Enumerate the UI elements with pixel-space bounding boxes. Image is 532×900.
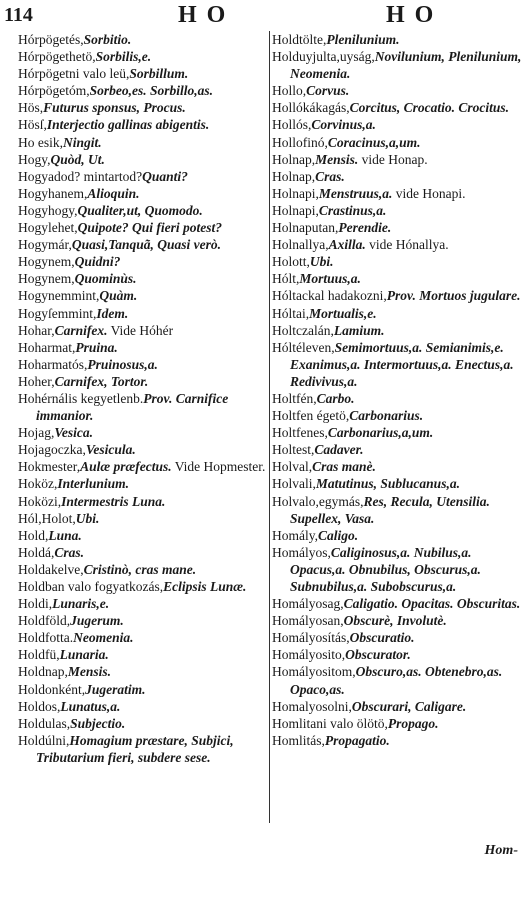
entry-latin: Res, Recula, Utensilia. Supellex, Vasa.	[290, 493, 490, 526]
entry-headword: Holdos,	[18, 698, 61, 714]
entry-headword: Holvalo,egymás,	[272, 493, 364, 509]
entry-headword: Hösſ,	[18, 117, 47, 133]
entry-headword: Homályosan,	[272, 613, 344, 629]
dictionary-entry	[18, 681, 268, 698]
entry-latin: Caligo.	[318, 527, 359, 543]
entry-headword: Holval,	[272, 459, 313, 475]
entry-headword: Hogylehet,	[18, 220, 78, 236]
dictionary-entry	[272, 544, 528, 595]
entry-headword: Hóltéleven,	[272, 339, 335, 355]
dictionary-entry	[272, 441, 528, 458]
dictionary-entry	[18, 253, 268, 270]
dictionary-entry	[18, 424, 268, 441]
entry-headword: Hogy,	[18, 151, 51, 167]
dictionary-entry	[272, 82, 528, 99]
entry-latin: Lunatus,a.	[60, 698, 121, 714]
entry-headword: Hórpögetni valo leü,	[18, 66, 130, 82]
entry-latin: Futurus sponsus, Procus.	[43, 100, 186, 116]
dictionary-entry	[272, 424, 528, 441]
entry-headword: Hollós,	[272, 117, 312, 133]
dictionary-entry	[18, 629, 268, 646]
entry-latin: Vesica.	[54, 425, 93, 441]
entry-headword: Hogyhanem,	[18, 185, 88, 201]
dictionary-entry	[18, 202, 268, 219]
entry-latin: Mensis.	[315, 151, 359, 167]
entry-latin: Quàm.	[99, 288, 138, 304]
entry-headword: Hogyhogy,	[18, 202, 78, 218]
entry-latin: Semimortuus,a. Semianimis,e. Exanimus,a. Intermortuus,a. Enectus,a. Redivivus,a.	[290, 339, 514, 389]
entry-cross-reference: Vide Hopmester.	[171, 459, 266, 475]
entry-headword: Hojag,	[18, 425, 55, 441]
dictionary-entry	[272, 612, 528, 629]
dictionary-entry	[18, 168, 268, 185]
entry-headword: Holdá,	[18, 544, 55, 560]
entry-latin: Sorbeo,es. Sorbillo,as.	[89, 83, 214, 99]
dictionary-entry	[272, 458, 528, 475]
entry-latin: Lunaris,e.	[52, 596, 110, 612]
dictionary-entry	[18, 82, 268, 99]
entry-latin: Cras manè.	[312, 459, 376, 475]
entry-latin: Vesicula.	[85, 442, 136, 458]
entry-latin: Ubi.	[309, 254, 334, 270]
entry-headword: Holdban valo fogyatkozás,	[18, 579, 164, 594]
entry-latin: Carbo.	[316, 390, 355, 406]
entry-latin: Corvus.	[306, 83, 350, 99]
dictionary-entry	[18, 48, 268, 65]
entry-latin: Interlunium.	[57, 476, 130, 492]
dictionary-entry	[18, 373, 268, 390]
entry-headword: Holdnap,	[18, 664, 68, 680]
entry-headword: Holdfotta.	[18, 630, 74, 646]
entry-latin: Quanti?	[142, 168, 188, 184]
entry-headword: Holvali,	[272, 476, 316, 492]
entry-headword: Hól,Holot,	[18, 510, 76, 526]
entry-latin: Aulæ præfectus.	[80, 459, 172, 475]
entry-latin: Jugerum.	[70, 613, 124, 629]
entry-latin: Carbonarius.	[349, 408, 424, 424]
entry-headword: Holnaputan,	[272, 220, 339, 236]
dictionary-entry	[272, 185, 528, 202]
dictionary-entry	[18, 305, 268, 322]
entry-latin: Interjectio gallinas abigentis.	[46, 117, 210, 133]
entry-latin: Obscurari, Caligare.	[351, 698, 467, 714]
entry-headword: Hollókákagás,	[272, 100, 350, 116]
entry-latin: Mortualis,e.	[309, 305, 377, 321]
entry-cross-reference: Vide Hóhér	[107, 322, 174, 338]
entry-headword: Holdtölte,	[272, 32, 327, 47]
entry-headword: Ho esik,	[18, 134, 63, 150]
dictionary-entry	[18, 287, 268, 304]
entry-latin: Prov. Mortuos jugulare.	[386, 288, 521, 304]
dictionary-entry	[272, 270, 528, 287]
entry-headword: Holtest,	[272, 442, 315, 458]
entry-latin: Intermestris Luna.	[61, 493, 166, 509]
dictionary-entry	[18, 493, 268, 510]
entry-latin: Ningit.	[63, 134, 102, 150]
entry-headword: Hoközi,	[18, 493, 62, 509]
dictionary-entry	[272, 646, 528, 663]
dictionary-entry	[272, 253, 528, 270]
left-column	[18, 31, 268, 766]
right-column	[272, 31, 528, 749]
entry-cross-reference: vide Hónallya.	[365, 237, 449, 253]
entry-headword: Holdfü,	[18, 647, 60, 663]
entry-headword: Holdúlni,	[18, 732, 70, 748]
entry-latin: Subjectio.	[70, 715, 126, 731]
dictionary-entry	[272, 527, 528, 544]
dictionary-entry	[272, 219, 528, 236]
dictionary-entry	[272, 151, 528, 168]
entry-latin: Cristinò, cras mane.	[83, 561, 197, 577]
entry-latin: Alioquin.	[87, 185, 140, 201]
entry-latin: Quidni?	[74, 254, 121, 270]
entry-latin: Sorbitio.	[83, 32, 132, 47]
dictionary-entry	[18, 612, 268, 629]
entry-headword: Hoköz,	[18, 476, 58, 492]
entry-latin: Quipote? Qui fieri potest?	[77, 220, 222, 236]
entry-latin: Carnifex, Tortor.	[54, 373, 149, 389]
entry-latin: Crastinus,a.	[318, 202, 387, 218]
entry-headword: Hogyſemmint,	[18, 305, 97, 321]
running-head-right: H O	[386, 2, 436, 28]
entry-headword: Homályos,	[272, 544, 331, 560]
entry-latin: Eclipsis Lunæ.	[163, 579, 247, 594]
entry-latin: Coracinus,a,um.	[327, 134, 421, 150]
dictionary-entry	[272, 48, 528, 82]
dictionary-entry	[18, 595, 268, 612]
dictionary-entry	[272, 287, 528, 304]
dictionary-entry	[18, 390, 268, 424]
dictionary-entry	[18, 561, 268, 578]
dictionary-entry	[272, 99, 528, 116]
dictionary-entry	[272, 339, 528, 390]
entry-headword: Holdföld,	[18, 613, 71, 629]
entry-headword: Holtczalán,	[272, 322, 334, 338]
dictionary-entry	[18, 116, 268, 133]
dictionary-entry	[272, 322, 528, 339]
entry-latin: Propago.	[387, 715, 439, 731]
entry-headword: Holtfenes,	[272, 425, 328, 441]
dictionary-entry	[272, 663, 528, 697]
dictionary-entry	[18, 578, 268, 595]
entry-latin: Pruinosus,a.	[87, 356, 158, 372]
entry-headword: Hóltackal hadakozni,	[272, 288, 387, 304]
entry-headword: Holdulas,	[18, 715, 71, 731]
dictionary-entry	[272, 305, 528, 322]
entry-headword: Holnallya,	[272, 237, 329, 253]
dictionary-entry	[18, 339, 268, 356]
entry-latin: Obscuratio.	[349, 630, 415, 646]
entry-headword: Hórpögetóm,	[18, 83, 90, 99]
entry-latin: Quòd, Ut.	[50, 151, 105, 167]
dictionary-entry	[18, 99, 268, 116]
entry-latin: Cras.	[54, 544, 85, 560]
entry-latin: Caliginosus,a. Nubilus,a. Opacus,a. Obnubilus, Obscurus,a. Subnubilus,a. Subobscurus,a.	[290, 544, 481, 594]
entry-latin: Carbonarius,a,um.	[327, 425, 434, 441]
entry-headword: Holdonként,	[18, 681, 86, 697]
entry-latin: Cras.	[315, 168, 345, 184]
dictionary-entry	[18, 441, 268, 458]
entry-headword: Holott,	[272, 254, 310, 270]
dictionary-entry	[272, 407, 528, 424]
entry-latin: Perendie.	[338, 220, 392, 236]
entry-headword: Hogymár,	[18, 237, 72, 253]
entry-headword: Homlitani valo ölötö,	[272, 715, 388, 731]
entry-latin: Neomenia.	[73, 630, 134, 646]
dictionary-entry	[272, 134, 528, 151]
entry-headword: Hogynem,	[18, 271, 75, 287]
entry-headword: Hollofinó,	[272, 134, 328, 150]
entry-latin: Caligatio. Opacitas. Obscuritas.	[343, 596, 521, 612]
dictionary-entry	[18, 236, 268, 253]
entry-headword: Homlitás,	[272, 732, 325, 748]
entry-headword: Homályosítás,	[272, 630, 350, 646]
dictionary-entry	[18, 646, 268, 663]
entry-latin: Obscurè, Involutè.	[343, 613, 447, 629]
entry-headword: Holdakelve,	[18, 561, 84, 577]
dictionary-entry	[18, 663, 268, 680]
column-divider	[269, 31, 270, 823]
entry-headword: Hoharmat,	[18, 339, 76, 355]
entry-latin: Homagium præstare, Subjici, Tributarium fieri, subdere sese.	[36, 732, 234, 765]
entry-headword: Homályosag,	[272, 596, 344, 612]
entry-headword: Hohérnális kegyetlenb.	[18, 390, 144, 406]
dictionary-entry	[18, 31, 268, 48]
dictionary-entry	[272, 732, 528, 749]
entry-latin: Obscuro,as. Obtenebro,as. Opaco,as.	[290, 664, 503, 697]
entry-headword: Homályosito,	[272, 647, 346, 663]
entry-latin: Menstruus,a.	[318, 185, 393, 201]
entry-cross-reference: vide Honap.	[358, 151, 428, 167]
entry-cross-reference: vide Honapi.	[392, 185, 466, 201]
dictionary-entry	[18, 510, 268, 527]
dictionary-entry	[18, 732, 268, 766]
dictionary-entry	[18, 151, 268, 168]
entry-latin: Carnifex.	[54, 322, 108, 338]
dictionary-entry	[18, 270, 268, 287]
entry-latin: Corcitus, Crocatio. Crocitus.	[349, 100, 510, 116]
dictionary-entry	[272, 31, 528, 48]
dictionary-entry	[18, 715, 268, 732]
entry-latin: Prov. Carnifice immanior.	[36, 390, 229, 424]
entry-latin: Sorbillum.	[129, 66, 189, 82]
dictionary-entry	[18, 698, 268, 715]
dictionary-entry	[18, 458, 268, 475]
entry-latin: Lamium.	[333, 322, 385, 338]
entry-headword: Hollo,	[272, 83, 307, 99]
catchword: Hom-	[484, 843, 518, 858]
entry-headword: Holtfén,	[272, 390, 317, 406]
entry-headword: Holtfen égetö,	[272, 408, 350, 424]
entry-latin: Qualiter,ut, Quomodo.	[77, 202, 203, 218]
entry-headword: Holnapi,	[272, 185, 319, 201]
dictionary-entry	[18, 134, 268, 151]
entry-latin: Matutinus, Sublucanus,a.	[315, 476, 460, 492]
dictionary-entry	[272, 698, 528, 715]
entry-latin: Plenilunium.	[326, 32, 400, 47]
entry-headword: Hojagoczka,	[18, 442, 86, 458]
entry-latin: Quasi,Tanquã, Quasi verò.	[71, 237, 221, 253]
entry-headword: Hokmester,	[18, 459, 81, 475]
dictionary-entry	[272, 168, 528, 185]
entry-headword: Hogynem,	[18, 254, 75, 270]
entry-headword: Holnap,	[272, 168, 316, 184]
entry-latin: Mensis.	[67, 664, 112, 680]
entry-headword: Hoharmatós,	[18, 356, 88, 372]
entry-headword: Hórpögethetö,	[18, 49, 96, 65]
entry-latin: Luna.	[48, 527, 82, 543]
dictionary-entry	[272, 493, 528, 527]
dictionary-entry	[18, 527, 268, 544]
entry-latin: Axilla.	[328, 237, 366, 253]
entry-headword: Hold,	[18, 527, 49, 543]
entry-headword: Holnapi,	[272, 202, 319, 218]
entry-headword: Holnap,	[272, 151, 316, 167]
entry-latin: Obscurator.	[345, 647, 411, 663]
entry-headword: Hogyadod? mintartod?	[18, 168, 143, 184]
entry-headword: Hös,	[18, 100, 44, 116]
entry-latin: Pruina.	[75, 339, 118, 355]
entry-headword: Homály,	[272, 527, 318, 543]
dictionary-entry	[272, 116, 528, 133]
dictionary-entry	[18, 356, 268, 373]
dictionary-entry	[18, 219, 268, 236]
dictionary-entry	[272, 629, 528, 646]
entry-headword: Hóltai,	[272, 305, 310, 321]
entry-headword: Hólt,	[272, 271, 300, 287]
entry-latin: Mortuus,a.	[299, 271, 361, 287]
entry-headword: Homályositom,	[272, 664, 356, 680]
page-header	[0, 2, 532, 32]
entry-latin: Lunaria.	[59, 647, 109, 663]
entry-latin: Quominùs.	[74, 271, 137, 287]
dictionary-entry	[272, 475, 528, 492]
entry-headword: Hoher,	[18, 373, 55, 389]
entry-headword: Holdi,	[18, 596, 53, 612]
entry-headword: Hogynemmint,	[18, 288, 100, 304]
dictionary-entry	[272, 715, 528, 732]
dictionary-entry	[18, 544, 268, 561]
entry-headword: Holduyjulta,uyság,	[272, 49, 375, 65]
entry-latin: Corvinus,a.	[311, 117, 376, 133]
entry-latin: Idem.	[96, 305, 129, 321]
entry-headword: Homalyosolni,	[272, 698, 352, 714]
dictionary-entry	[18, 65, 268, 82]
running-head-left: H O	[178, 2, 228, 28]
entry-headword: Hórpögetés,	[18, 32, 84, 47]
dictionary-entry	[272, 595, 528, 612]
page-number: 114	[4, 4, 33, 26]
entry-latin: Novilunium, Plenilunium, Neomenia.	[290, 49, 522, 82]
dictionary-entry	[272, 390, 528, 407]
dictionary-entry	[18, 322, 268, 339]
dictionary-entry	[18, 475, 268, 492]
entry-latin: Propagatio.	[324, 732, 390, 748]
entry-latin: Ubi.	[75, 510, 100, 526]
entry-latin: Sorbilis,e.	[95, 49, 152, 65]
dictionary-entry	[272, 202, 528, 219]
entry-headword: Hohar,	[18, 322, 55, 338]
dictionary-entry	[18, 185, 268, 202]
dictionary-entry	[272, 236, 528, 253]
entry-latin: Cadaver.	[314, 442, 364, 458]
entry-latin: Jugeratim.	[85, 681, 146, 697]
